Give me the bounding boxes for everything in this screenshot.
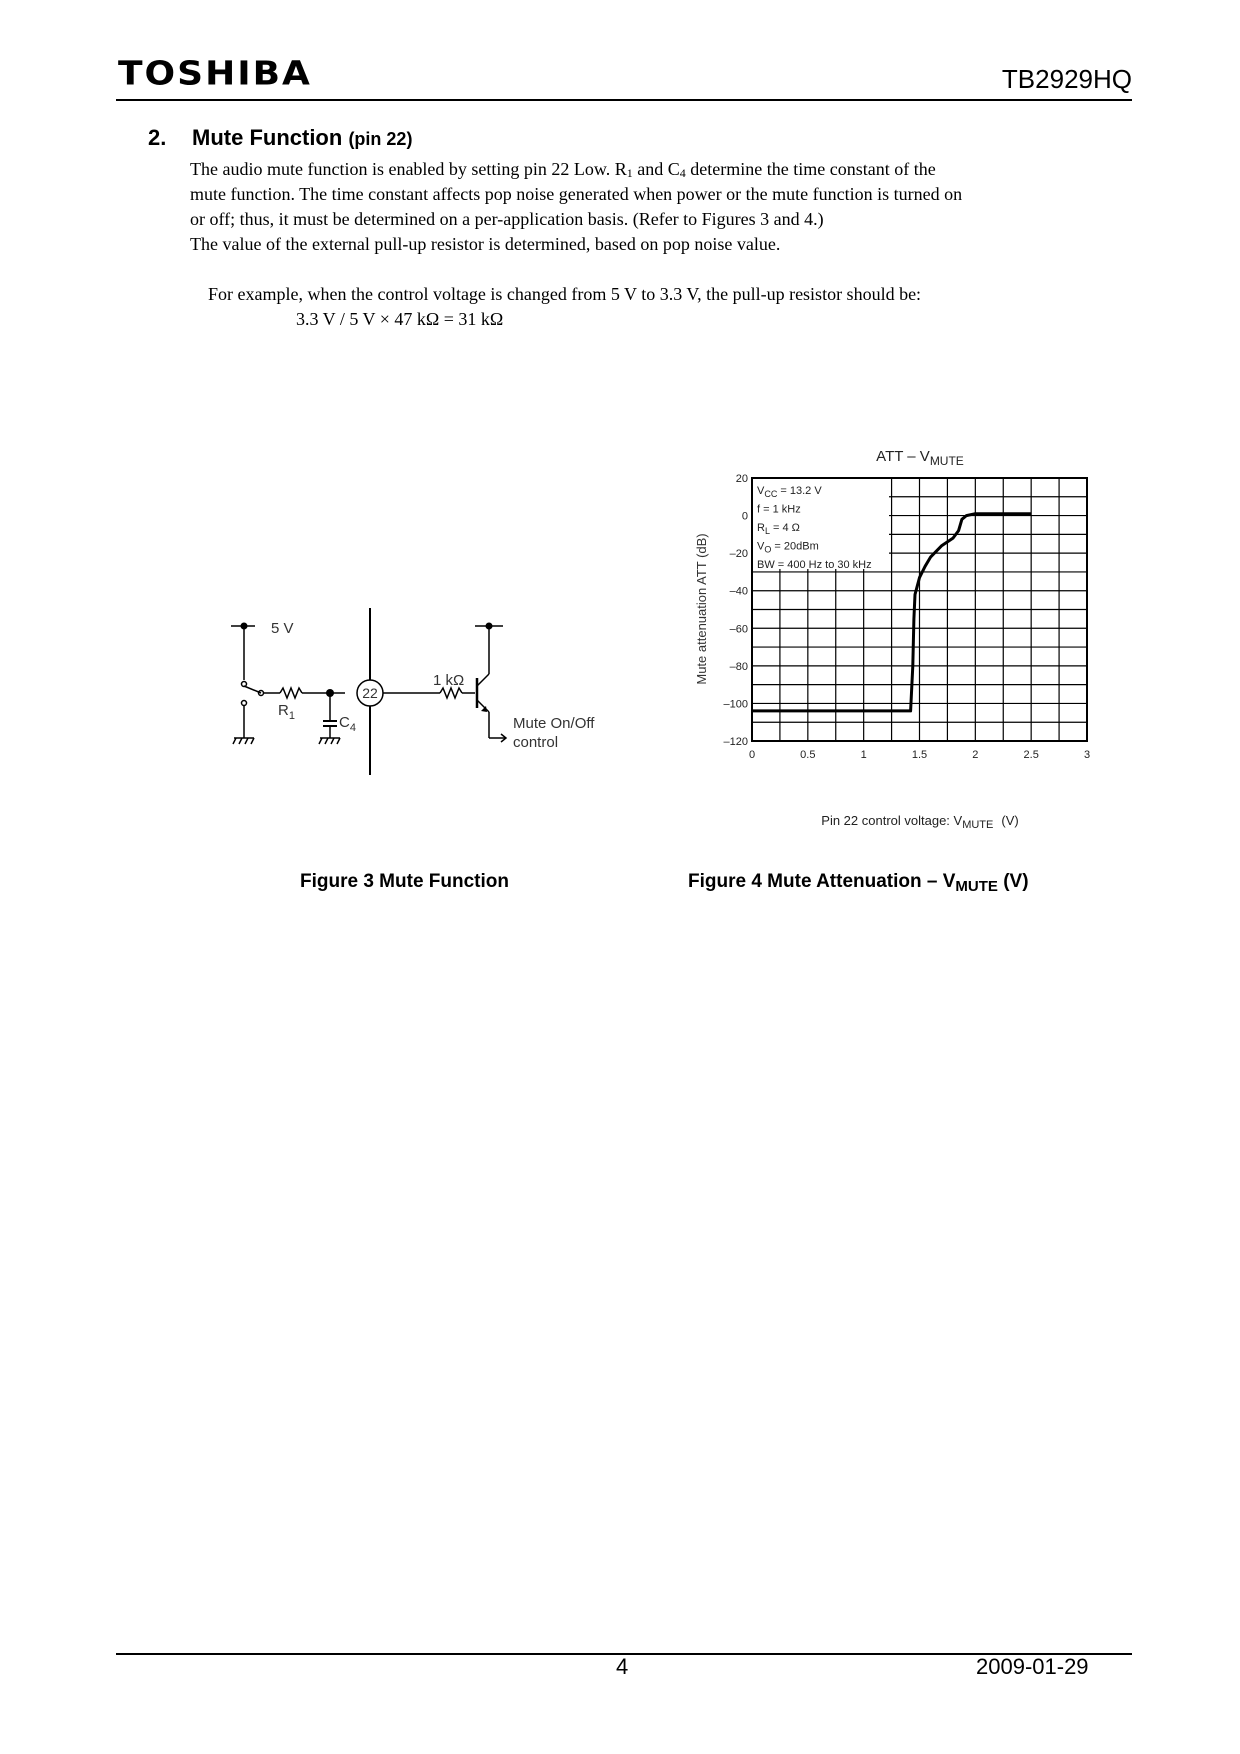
mute-control-label-2: control bbox=[513, 734, 559, 751]
base-resistor-label: 1 kΩ bbox=[433, 672, 465, 689]
y-axis-label: Mute attenuation ATT (dB) bbox=[694, 533, 709, 685]
section-title bbox=[192, 125, 412, 151]
figure-4-caption-sub: MUTE bbox=[955, 878, 998, 895]
section-number: 2. bbox=[148, 125, 167, 150]
condition-label: $V_O = 20dBm$ bbox=[757, 540, 819, 555]
condition-label: $R_L = 4$ Ω bbox=[757, 522, 800, 536]
r1-resistor bbox=[280, 688, 302, 698]
y-tick-label: 20 bbox=[735, 473, 748, 485]
mute-control-label-1: Mute On/Off bbox=[513, 715, 595, 732]
x-tick-label: 1 bbox=[860, 749, 867, 761]
x-tick-label: 0 bbox=[748, 749, 756, 761]
y-tick-label: –40 bbox=[729, 585, 748, 598]
condition-label: f = 1 kHz bbox=[757, 503, 801, 516]
r1-label bbox=[278, 702, 295, 722]
r1-main: R bbox=[278, 702, 289, 719]
x-tick-label: 2.5 bbox=[1023, 749, 1039, 761]
section-title-text: Mute Function bbox=[192, 125, 343, 150]
body-paragraph bbox=[190, 157, 1140, 257]
y-tick-label: 0 bbox=[741, 510, 748, 523]
para-text: and C bbox=[632, 159, 680, 179]
para-line-3: or off; thus, it must be determined on a per-application basis. (Refer to Figures 3 and 4.) bbox=[190, 209, 824, 229]
chart-title-main: ATT – V bbox=[876, 448, 930, 465]
figure-4-caption bbox=[688, 871, 1029, 893]
x-axis-label-unit: (V) bbox=[1001, 813, 1019, 828]
x-axis-label-sub: MUTE bbox=[962, 819, 994, 831]
figure-4-caption-main: Figure 4 Mute Attenuation – V bbox=[688, 871, 956, 892]
condition-label: BW = 400 Hz to 30 kHz bbox=[757, 559, 872, 571]
footer-date: 2009-01-29 bbox=[976, 1654, 1089, 1679]
chart-title bbox=[876, 448, 964, 468]
y-tick-label: –20 bbox=[729, 548, 748, 561]
toshiba-logo: TOSHIBA bbox=[118, 55, 312, 93]
para-line-2: mute function. The time constant affects pop noise generated when power or the mute function is turned on bbox=[190, 184, 963, 204]
example-line-1: For example, when the control voltage is changed from 5 V to 3.3 V, the pull-up resistor should be: bbox=[208, 284, 922, 304]
y-tick-label: –80 bbox=[729, 660, 748, 673]
x-tick-labels bbox=[749, 749, 1090, 761]
example-line-2: 3.3 V / 5 V × 47 kΩ = 31 kΩ bbox=[296, 309, 504, 329]
subscript: 4 bbox=[679, 166, 686, 180]
para-text: The audio mute function is enabled by setting pin 22 Low. R bbox=[190, 159, 627, 179]
header-rule bbox=[116, 99, 1132, 101]
att-vmute-chart bbox=[680, 440, 1100, 840]
x-tick-label: 1.5 bbox=[911, 749, 928, 761]
para-line-4: The value of the external pull-up resistor is determined, based on pop noise value. bbox=[190, 234, 781, 254]
c4-sub: 4 bbox=[349, 722, 356, 734]
x-tick-label: 0.5 bbox=[800, 749, 816, 761]
mute-function-circuit bbox=[225, 600, 625, 790]
c4-main: C bbox=[339, 714, 350, 731]
y-tick-label: –120 bbox=[723, 736, 748, 748]
r1-sub: 1 bbox=[288, 710, 295, 722]
subscript: 1 bbox=[626, 166, 633, 180]
x-axis-label bbox=[821, 813, 1018, 831]
y-tick-labels bbox=[724, 473, 748, 748]
part-number: TB2929HQ bbox=[1001, 64, 1132, 94]
section-title-sub: (pin 22) bbox=[348, 129, 413, 149]
figure-3-caption: Figure 3 Mute Function bbox=[300, 871, 509, 892]
chart-title-sub: MUTE bbox=[929, 454, 964, 468]
switch-lever bbox=[244, 686, 261, 693]
page-number: 4 bbox=[616, 1654, 629, 1679]
para-text: determine the time constant of the bbox=[685, 159, 936, 179]
para-line-1 bbox=[190, 157, 1140, 182]
x-tick-label: 3 bbox=[1083, 749, 1091, 761]
pin-22-label: 22 bbox=[362, 685, 378, 701]
x-axis-label-main: Pin 22 control voltage: V bbox=[821, 813, 963, 828]
supply-voltage-label: 5 V bbox=[271, 620, 294, 637]
c4-label bbox=[339, 714, 356, 734]
condition-label: $V_{CC} = 13.2$ V bbox=[757, 485, 822, 499]
y-tick-label: –100 bbox=[723, 698, 748, 711]
x-tick-label: 2 bbox=[972, 749, 979, 761]
figure-4-caption-end: (V) bbox=[997, 871, 1029, 892]
y-tick-label: –60 bbox=[729, 623, 748, 636]
base-resistor bbox=[440, 688, 462, 698]
